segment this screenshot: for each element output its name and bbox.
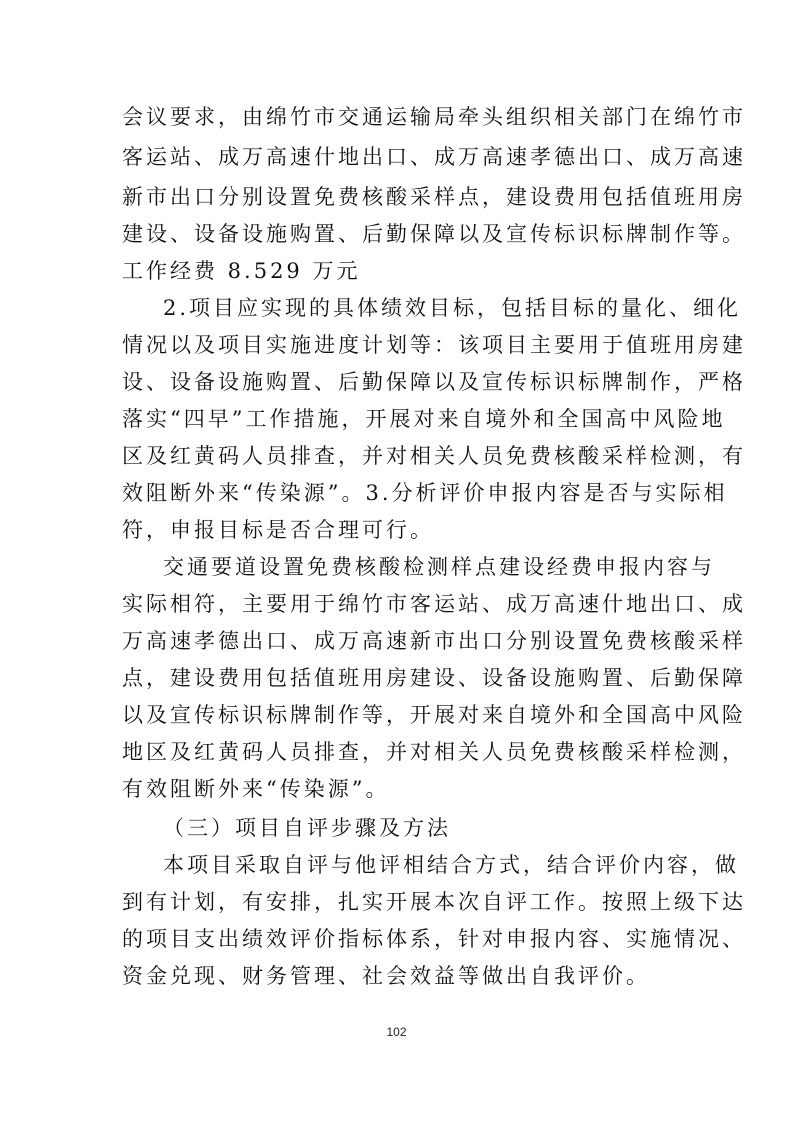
- body-text-line: 万高速孝德出口、成万高速新市出口分别设置免费核酸采样: [122, 629, 746, 653]
- body-text-line: 落实“四早”工作措施，开展对来自境外和全国高中风险地: [122, 407, 726, 431]
- body-text-line: 2.项目应实现的具体绩效目标，包括目标的量化、细化: [163, 296, 742, 320]
- section-heading: （三）项目自评步骤及方法: [163, 816, 451, 840]
- body-text-line: 效阻断外来“传染源”。3.分析评价申报内容是否与实际相: [122, 481, 728, 505]
- body-text-line: 客运站、成万高速什地出口、成万高速孝德出口、成万高速: [122, 145, 746, 169]
- body-text-line: 情况以及项目实施进度计划等：该项目主要用于值班用房建: [122, 333, 746, 357]
- body-text-line: 本项目采取自评与他评相结合方式，结合评价内容，做: [163, 853, 739, 877]
- body-text-line: 地区及红黄码人员排查，并对相关人员免费核酸采样检测，: [122, 740, 746, 764]
- body-text-line: 新市出口分别设置免费核酸采样点，建设费用包括值班用房: [122, 185, 746, 209]
- body-text-line: 实际相符，主要用于绵竹市客运站、成万高速什地出口、成: [122, 592, 746, 616]
- body-text-line: 有效阻断外来“传染源”。: [122, 777, 390, 801]
- body-text-line: 区及红黄码人员排查，并对相关人员免费核酸采样检测，有: [122, 444, 746, 468]
- body-text-line: 会议要求，由绵竹市交通运输局牵头组织相关部门在绵竹市: [122, 105, 746, 129]
- body-text-line: 建设、设备设施购置、后勤保障以及宣传标识标牌制作等。: [122, 222, 746, 246]
- body-text-line: 资金兑现、财务管理、社会效益等做出自我评价。: [122, 964, 650, 988]
- body-text-line: 设、设备设施购置、后勤保障以及宣传标识标牌制作，严格: [122, 370, 746, 394]
- body-text-line: 到有计划，有安排，扎实开展本次自评工作。按照上级下达: [122, 890, 746, 914]
- body-text-line: 点，建设费用包括值班用房建设、设备设施购置、后勤保障: [122, 666, 746, 690]
- body-text-line: 交通要道设置免费核酸检测样点建设经费申报内容与: [163, 555, 715, 579]
- body-text-line: 以及宣传标识标牌制作等，开展对来自境外和全国高中风险: [122, 703, 746, 727]
- page-number: 102: [386, 1025, 407, 1039]
- body-text-line: 工作经费 8.529 万元: [122, 259, 361, 283]
- body-text-line: 的项目支出绩效评价指标体系，针对申报内容、实施情况、: [122, 927, 746, 951]
- body-text-line: 符，申报目标是否合理可行。: [122, 518, 434, 542]
